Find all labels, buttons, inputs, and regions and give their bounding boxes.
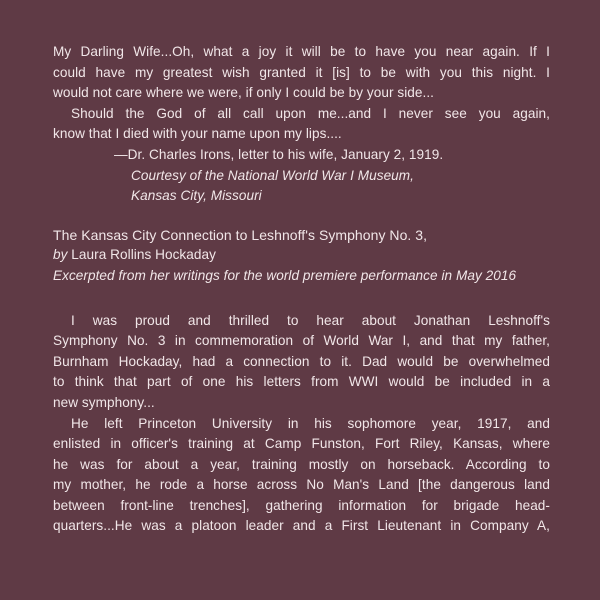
quote-line: would not care where we were, if only I could be by your side... [53, 85, 434, 101]
quote-credit-line: Courtesy of the National World War I Museum, [131, 167, 414, 183]
article-author: Laura Rollins Hockaday [71, 247, 216, 263]
article-title: The Kansas City Connection to Leshnoff's Symphony No. 3, [53, 226, 428, 243]
article-excerpt-note: Excerpted from her writings for the world premiere performance in May 2016 [53, 267, 517, 283]
body-line: my mother, he rode a horse across No Man's Land [the dangerous land [53, 477, 550, 493]
letter-quote [53, 42, 550, 207]
quote-attribution: —Dr. Charles Irons, letter to his wife, January 2, 1919. [114, 146, 444, 162]
body-line: He left Princeton University in his sophomore year, 1917, and [71, 415, 550, 431]
body-line: he was for about a year, training mostly on horseback. According to [53, 456, 550, 472]
body-line: enlisted in officer's training at Camp Funston, Fort Riley, Kansas, where [53, 436, 550, 452]
quote-credit-line: Kansas City, Missouri [131, 188, 262, 204]
body-line: to think that part of one his letters from WWI would be included in a [53, 374, 550, 390]
quote-line: Should the God of all call upon me...and I never see you again, [71, 105, 550, 121]
body-line: Symphony No. 3 in commemoration of World War I, and that my father, [53, 333, 550, 349]
body-line: quarters...He was a platoon leader and a First Lieutenant in Company A, [53, 518, 550, 534]
quote-line: could have my greatest wish granted it [is] to be with you this night. I [53, 64, 550, 80]
body-line: between front-line trenches], gathering information for brigade head- [53, 497, 550, 513]
byline-prefix: by [53, 247, 68, 263]
article-header [53, 225, 550, 287]
quote-line: know that I died with your name upon my lips.... [53, 126, 342, 142]
body-line: I was proud and thrilled to hear about Jonathan Leshnoff's [71, 312, 550, 328]
quote-line: My Darling Wife...Oh, what a joy it will be to have you near again. If I [53, 44, 550, 59]
body-line: Burnham Hockaday, had a connection to it. Dad would be overwhelmed [53, 353, 550, 369]
article-body [53, 311, 550, 538]
article-byline [53, 245, 550, 266]
body-line: new symphony... [53, 394, 155, 410]
